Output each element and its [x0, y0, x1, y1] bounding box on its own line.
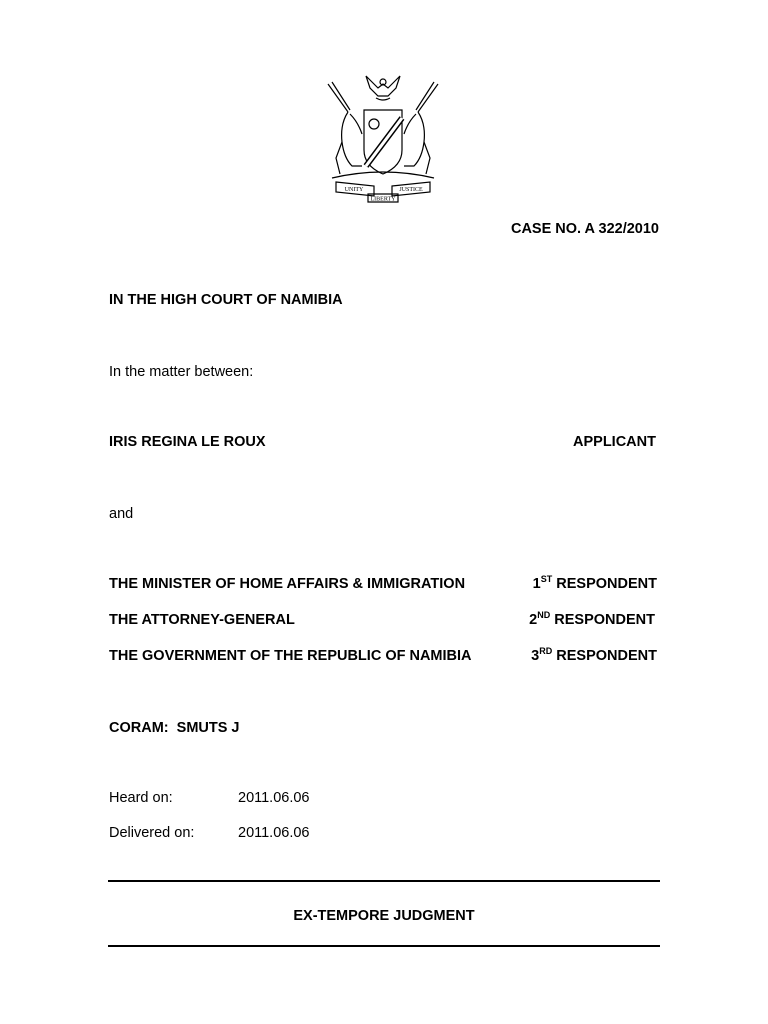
judgment-title: EX-TEMPORE JUDGMENT	[293, 908, 475, 924]
respondent-1-role: 1ST RESPONDENT	[532, 574, 657, 592]
coat-of-arms-emblem	[318, 62, 448, 204]
heard-on-date: 2011.06.06	[238, 790, 310, 806]
respondent-1-name: THE MINISTER OF HOME AFFAIRS & IMMIGRATION	[109, 576, 466, 592]
and-text: and	[109, 506, 134, 522]
heard-on-label: Heard on:	[109, 790, 173, 806]
case-number: CASE NO. A 322/2010	[510, 221, 659, 237]
respondent-3-name: THE GOVERNMENT OF THE REPUBLIC OF NAMIBIA	[109, 648, 472, 664]
matter-between-label: In the matter between:	[109, 364, 254, 380]
top-rule	[108, 880, 660, 882]
motto-center: LIBERTY	[370, 196, 396, 203]
respondent-3-role: 3RD RESPONDENT	[531, 646, 657, 664]
court-name: IN THE HIGH COURT OF NAMIBIA	[109, 292, 343, 308]
motto-right: JUSTICE	[399, 187, 423, 193]
motto-left: UNITY	[344, 187, 364, 193]
coram: CORAM: SMUTS J	[109, 720, 240, 736]
applicant-name: IRIS REGINA LE ROUX	[109, 434, 266, 450]
applicant-role: APPLICANT	[573, 434, 656, 450]
bottom-rule	[108, 945, 660, 947]
respondent-2-name: THE ATTORNEY-GENERAL	[109, 612, 295, 628]
delivered-on-label: Delivered on:	[109, 825, 195, 841]
respondent-2-role: 2ND RESPONDENT	[529, 610, 655, 628]
delivered-on-date: 2011.06.06	[238, 825, 310, 841]
